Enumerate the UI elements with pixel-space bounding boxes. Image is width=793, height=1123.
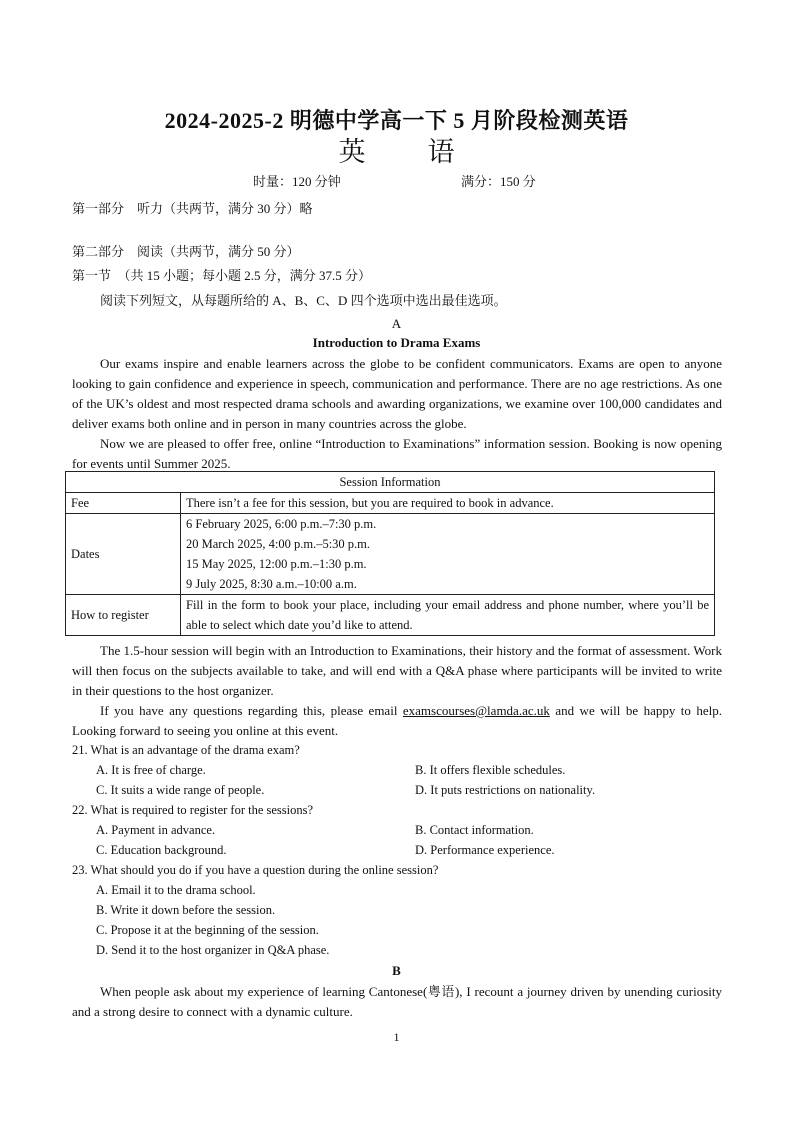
subject-heading	[0, 130, 793, 169]
question-23-option-c[interactable]: C. Propose it at the beginning of the session.	[96, 923, 319, 937]
question-21-option-c[interactable]: C. It suits a wide range of people.	[96, 783, 265, 797]
part1-heading: 第一部分 听力（共两节，满分 30 分）略	[72, 201, 313, 216]
fee-label: Fee	[66, 493, 181, 514]
question-23-option-a[interactable]: A. Email it to the drama school.	[96, 883, 256, 897]
question-23-option-d[interactable]: D. Send it to the host organizer in Q&A phase.	[96, 943, 330, 957]
dates-label: Dates	[66, 514, 181, 595]
question-21-stem: 21. What is an advantage of the drama exam?	[72, 743, 300, 757]
page-number: 1	[393, 1030, 400, 1044]
question-23-option-b[interactable]: B. Write it down before the session.	[96, 903, 276, 917]
question-21-option-d[interactable]: D. It puts restrictions on nationality.	[415, 783, 596, 797]
exam-score: 满分：150 分	[461, 174, 536, 189]
passage-a-paragraph-2: Now we are pleased to offer free, online “Introduction to Examinations” information session. Booking is now opening for events until Summer 2025.	[72, 436, 722, 471]
subject-char-1: 英	[338, 137, 366, 167]
date-item: 15 May 2025, 12:00 p.m.–1:30 p.m.	[186, 557, 367, 571]
question-21-option-b[interactable]: B. It offers flexible schedules.	[415, 763, 566, 777]
question-21-option-a[interactable]: A. It is free of charge.	[96, 763, 206, 777]
question-22-option-a[interactable]: A. Payment in advance.	[96, 823, 216, 837]
passage-a-title: Introduction to Drama Exams	[312, 335, 481, 350]
contact-email-link[interactable]: examscourses@lamda.ac.uk	[402, 703, 550, 718]
passage-b-paragraph-1: When people ask about my experience of learning Cantonese(粤语), I recount a journey driven by unending curiosity and a strong desire to connect with a dynamic culture.	[72, 984, 722, 1019]
exam-title: 2024-2025-2 明德中学高一下 5 月阶段检测英语	[164, 108, 629, 133]
date-item: 9 July 2025, 8:30 a.m.–10:00 a.m.	[186, 577, 357, 591]
subject-char-2: 语	[427, 137, 455, 167]
question-22-option-c[interactable]: C. Education background.	[96, 843, 227, 857]
passage-a-paragraph-1: Our exams inspire and enable learners across the globe to be confident communicators. Exams are open to anyone looking to gain confidence and experience in speech, communication and performance. There are no age restrictions. As one of the UK’s oldest and most respected drama schools and awarding organizations, we examine over 100,000 candidates and deliver exams both online and in person in many countries across the globe.	[72, 356, 722, 431]
passage-a-label: A	[391, 316, 402, 331]
passage-a-paragraph-3: The 1.5-hour session will begin with an Introduction to Examinations, their history and the format of assessment. Work will then focus on the subjects available to take, and will end with a Q&A phase where participants will be invited to write in their questions to the host organizer.	[72, 643, 722, 698]
question-22-option-b[interactable]: B. Contact information.	[415, 823, 534, 837]
session-info-table	[65, 471, 715, 636]
instruction-text: 阅读下列短文，从每题所给的 A、B、C、D 四个选项中选出最佳选项。	[100, 293, 507, 308]
dates-value	[181, 514, 715, 595]
exam-time: 时量：120 分钟	[253, 174, 341, 189]
part2-heading: 第二部分 阅读（共两节，满分 50 分）	[72, 244, 300, 259]
session-info-header: Session Information	[66, 472, 715, 493]
fee-value: There isn’t a fee for this session, but you are required to book in advance.	[181, 493, 715, 514]
section1-heading: 第一节 （共 15 小题；每小题 2.5 分，满分 37.5 分）	[72, 268, 372, 283]
question-22-option-d[interactable]: D. Performance experience.	[415, 843, 555, 857]
question-23-stem: 23. What should you do if you have a question during the online session?	[72, 863, 439, 877]
register-label: How to register	[66, 595, 181, 636]
register-value: Fill in the form to book your place, including your email address and phone number, where you’ll be able to select which date you’d like to attend.	[181, 595, 715, 636]
date-item: 6 February 2025, 6:00 p.m.–7:30 p.m.	[186, 517, 377, 531]
date-item: 20 March 2025, 4:00 p.m.–5:30 p.m.	[186, 537, 371, 551]
question-22-stem: 22. What is required to register for the sessions?	[72, 803, 314, 817]
passage-b-label: B	[392, 963, 401, 978]
passage-a-paragraph-4: If you have any questions regarding this, please email examscourses@lamda.ac.uk and we will be happy to help. Looking forward to seeing you online at this event.	[72, 703, 723, 738]
